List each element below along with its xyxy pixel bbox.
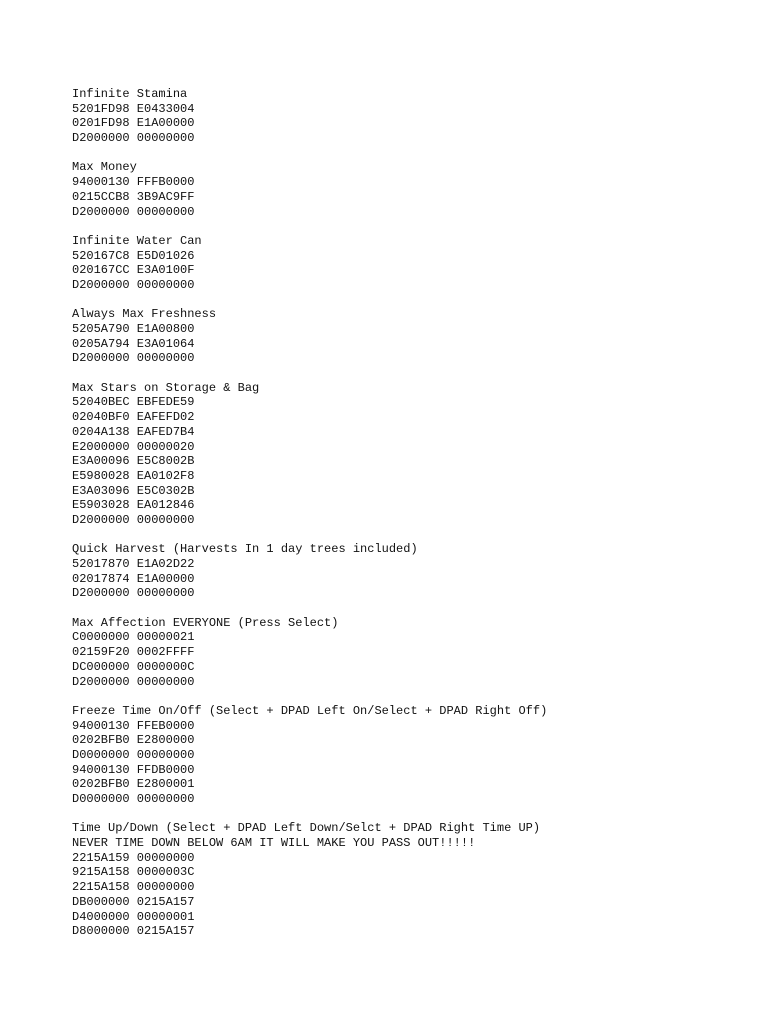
block-title: Time Up/Down (Select + DPAD Left Down/Selct + DPAD Right Time UP) (72, 821, 541, 836)
code-line: 2215A159 00000000 (72, 850, 195, 865)
code-line: 020167CC E3A0100F (72, 263, 195, 278)
code-line: 02040BF0 EAFEFD02 (72, 410, 195, 425)
code-line: 02017874 E1A00000 (72, 571, 195, 586)
block-title: Infinite Stamina (72, 87, 188, 101)
code-line: DB000000 0215A157 (72, 894, 195, 909)
code-block-quick-harvest (72, 542, 752, 601)
code-line: 94000130 FFEB0000 (72, 718, 195, 733)
cheat-code-document (72, 87, 752, 954)
code-line: D2000000 00000000 (72, 674, 195, 689)
block-title: Max Stars on Storage & Bag (72, 380, 260, 395)
code-line: D2000000 00000000 (72, 351, 195, 366)
block-title: Quick Harvest (Harvests In 1 day trees included) (72, 542, 418, 557)
code-block-time-up-down (72, 821, 752, 939)
code-line: 0202BFB0 E2800001 (72, 777, 195, 792)
warning-line: NEVER TIME DOWN BELOW 6AM IT WILL MAKE YOU PASS OUT!!!!! (72, 836, 476, 851)
code-line: D0000000 00000000 (72, 792, 195, 806)
code-line: 520167C8 E5D01026 (72, 248, 195, 263)
code-line: 0215CCB8 3B9AC9FF (72, 189, 195, 204)
code-line: DC000000 0000000C (72, 659, 195, 674)
block-title: Freeze Time On/Off (Select + DPAD Left On/Select + DPAD Right Off) (72, 703, 548, 718)
code-line: 02159F20 0002FFFF (72, 645, 195, 660)
code-block-infinite-water-can (72, 234, 752, 293)
code-line: D2000000 00000000 (72, 277, 195, 292)
code-line: D0000000 00000000 (72, 747, 195, 762)
code-line: 94000130 FFFB0000 (72, 175, 195, 190)
code-block-always-max-freshness (72, 307, 752, 366)
code-line: 94000130 FFDB0000 (72, 762, 195, 777)
code-line: 52040BEC EBFEDE59 (72, 395, 195, 410)
code-line: 5205A790 E1A00800 (72, 322, 195, 336)
block-title: Always Max Freshness (72, 307, 217, 322)
code-line: D8000000 0215A157 (72, 924, 195, 939)
code-line: E5980028 EA0102F8 (72, 468, 195, 483)
block-title: Infinite Water Can (72, 233, 202, 248)
code-line: E2000000 00000020 (72, 439, 195, 454)
code-block-max-affection (72, 616, 752, 689)
code-block-freeze-time (72, 704, 752, 807)
code-block-max-money (72, 160, 752, 219)
code-line: 0204A138 EAFED7B4 (72, 424, 195, 439)
code-line: D2000000 00000000 (72, 131, 195, 146)
code-line: 2215A158 00000000 (72, 880, 195, 895)
code-line: D2000000 00000000 (72, 586, 195, 601)
code-line: 9215A158 0000003C (72, 865, 195, 880)
code-line: 52017870 E1A02D22 (72, 557, 195, 571)
code-line: 0201FD98 E1A00000 (72, 116, 195, 131)
code-line: D2000000 00000000 (72, 204, 195, 219)
code-line: C0000000 00000021 (72, 630, 195, 645)
block-title: Max Money (72, 160, 137, 175)
code-block-infinite-stamina (72, 87, 752, 146)
code-line: 0202BFB0 E2800000 (72, 733, 195, 748)
code-line: E5903028 EA012846 (72, 498, 195, 513)
block-title: Max Affection EVERYONE (Press Select) (72, 615, 339, 630)
code-block-max-stars (72, 381, 752, 528)
code-line: E3A00096 E5C8002B (72, 454, 195, 469)
code-line: D4000000 00000001 (72, 909, 195, 924)
code-line: E3A03096 E5C0302B (72, 483, 195, 498)
code-line: 0205A794 E3A01064 (72, 336, 195, 351)
code-line: D2000000 00000000 (72, 512, 195, 527)
code-line: 5201FD98 E0433004 (72, 101, 195, 116)
